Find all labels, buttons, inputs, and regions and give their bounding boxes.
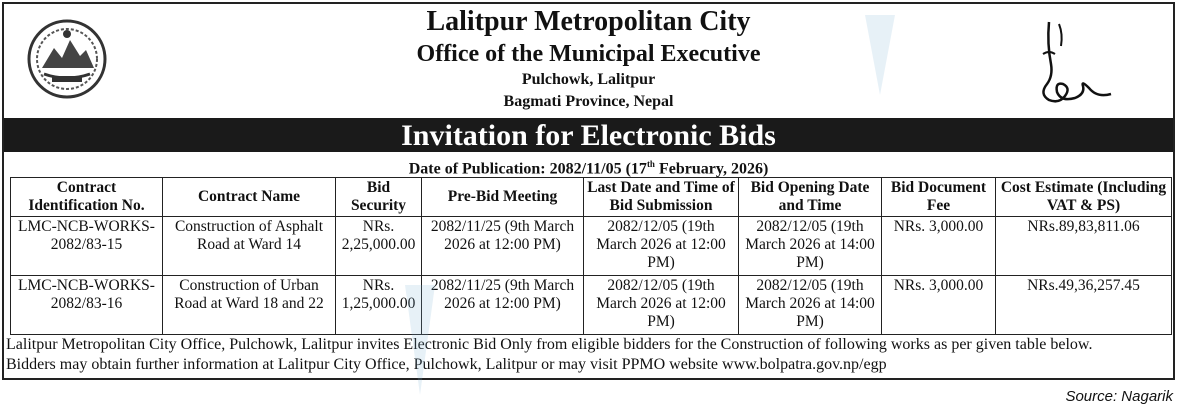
- notice-line-2: Bidders may obtain further information at Lalitpur City Office, Pulchowk, Lalitpur or may visit PPMO website www.bolpatra.gov.np/egp: [6, 356, 887, 373]
- table-header-row: [11, 178, 1172, 217]
- source-credit: Source: Nagarik: [1065, 388, 1173, 405]
- cell-pre-bid: 2082/11/25 (9th March 2026 at 12:00 PM): [422, 276, 584, 335]
- city-title: Lalitpur Metropolitan City: [426, 6, 751, 37]
- signature-icon: [1019, 14, 1129, 114]
- header-estimate: Cost Estimate (Including VAT & PS): [996, 178, 1172, 217]
- header-fee: Bid Document Fee: [882, 178, 996, 217]
- cell-bid-security: NRs. 1,25,000.00: [336, 276, 422, 335]
- cell-opening: 2082/12/05 (19th March 2026 at 14:00 PM): [739, 217, 882, 276]
- header-submission: Last Date and Time of Bid Submission: [584, 178, 739, 217]
- cell-contract-name: Construction of Urban Road at Ward 18 and 22: [163, 276, 336, 335]
- cell-estimate: NRs.49,36,257.45: [996, 276, 1172, 335]
- cell-opening: 2082/12/05 (19th March 2026 at 14:00 PM): [739, 276, 882, 335]
- address-line-1: Pulchowk, Lalitpur: [521, 71, 656, 88]
- address-line-2: Bagmati Province, Nepal: [503, 93, 674, 110]
- cell-contract-id: LMC-NCB-WORKS-2082/83-15: [11, 217, 163, 276]
- cell-pre-bid: 2082/11/25 (9th March 2026 at 12:00 PM): [422, 217, 584, 276]
- header-pre-bid: Pre-Bid Meeting: [422, 178, 584, 217]
- pubdate-sup: th: [646, 159, 655, 169]
- pubdate-prefix: Date of Publication: 2082/11/05 (17: [408, 160, 647, 178]
- cell-estimate: NRs.89,83,811.06: [996, 217, 1172, 276]
- header-contract-id: Contract Identification No.: [11, 178, 163, 217]
- cell-contract-name: Construction of Asphalt Road at Ward 14: [163, 217, 336, 276]
- cell-contract-id: LMC-NCB-WORKS-2082/83-16: [11, 276, 163, 335]
- header-opening: Bid Opening Date and Time: [739, 178, 882, 217]
- cell-submission: 2082/12/05 (19th March 2026 at 12:00 PM): [584, 276, 739, 335]
- bids-table: [10, 177, 1172, 335]
- table-row: [11, 276, 1172, 335]
- notice-line-1: Lalitpur Metropolitan City Office, Pulchowk, Lalitpur invites Electronic Bid Only from eligible bidders for the Construction of following works as per given table below.: [6, 336, 1093, 353]
- cell-bid-security: NRs. 2,25,000.00: [336, 217, 422, 276]
- cell-fee: NRs. 3,000.00: [882, 217, 996, 276]
- pubdate-suffix: February, 2026): [654, 160, 769, 178]
- cell-submission: 2082/12/05 (19th March 2026 at 12:00 PM): [584, 217, 739, 276]
- header-contract-name: Contract Name: [163, 178, 336, 217]
- notice-text: [6, 335, 1171, 375]
- header-bid-security: Bid Security: [336, 178, 422, 217]
- cell-fee: NRs. 3,000.00: [882, 276, 996, 335]
- notice-frame: [2, 2, 1175, 380]
- header: [4, 4, 1173, 118]
- publication-date: [4, 154, 1173, 179]
- office-title: Office of the Municipal Executive: [416, 41, 761, 67]
- banner: Invitation for Electronic Bids: [4, 118, 1173, 152]
- table-row: [11, 217, 1172, 276]
